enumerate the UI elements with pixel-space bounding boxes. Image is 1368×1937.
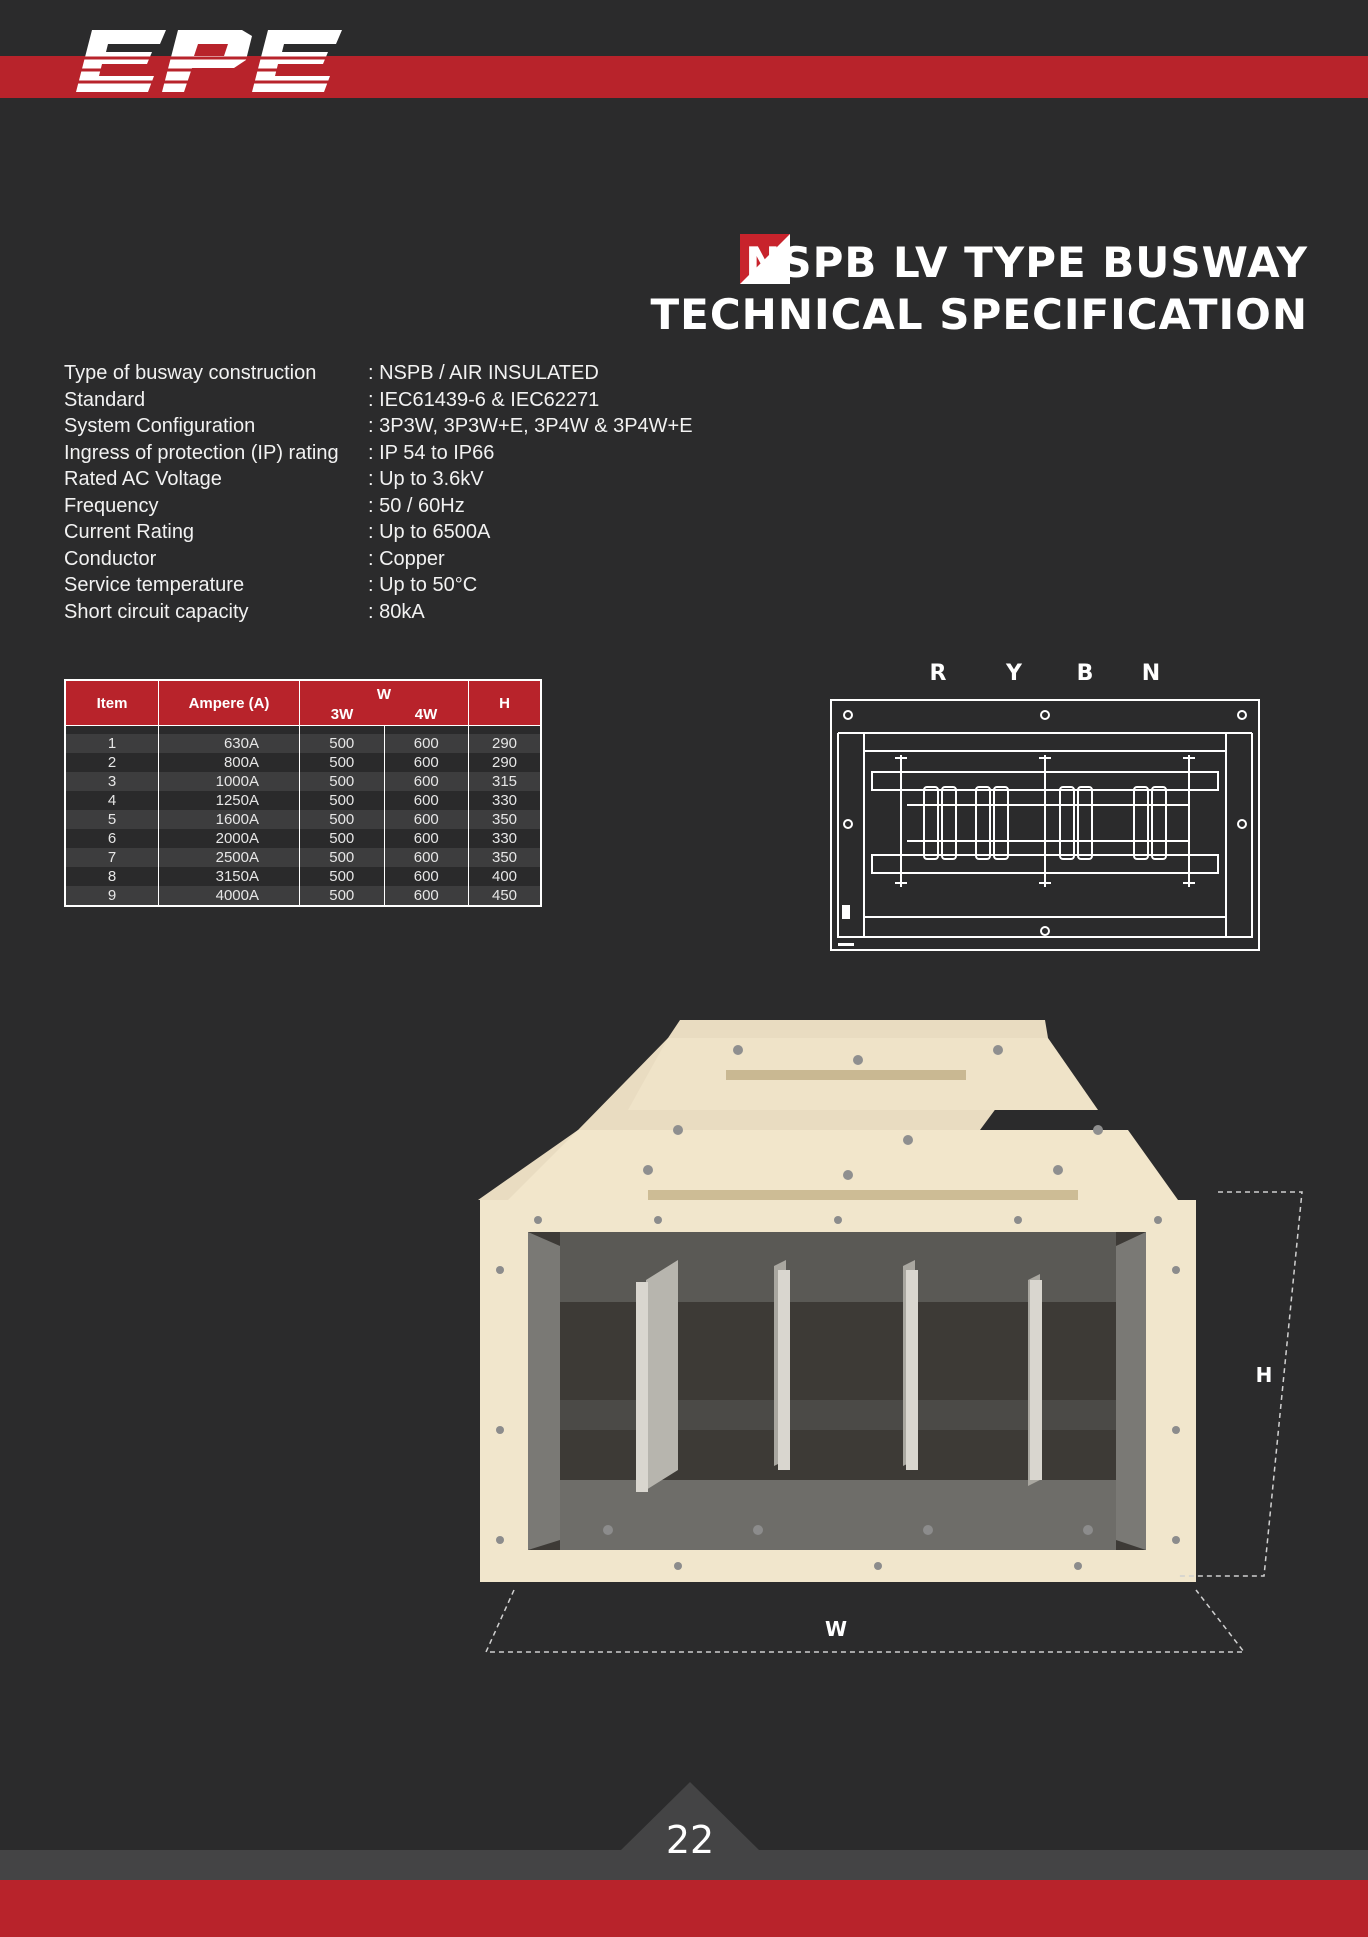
table-row	[65, 753, 541, 772]
cell-4w: 600	[384, 734, 469, 753]
spec-value: : Up to 3.6kV	[368, 468, 484, 490]
spec-row	[64, 519, 693, 546]
cell-item: 8	[65, 867, 159, 886]
page-title: NSPB LV TYPE BUSWAY	[745, 238, 1308, 287]
cell-4w: 600	[384, 829, 469, 848]
cell-3w: 500	[300, 886, 385, 906]
cell-ampere: 1600A	[159, 810, 300, 829]
cell-3w: 500	[300, 791, 385, 810]
cell-4w: 600	[384, 772, 469, 791]
phase-label-r: R	[929, 661, 947, 686]
table-row	[65, 848, 541, 867]
cell-3w: 500	[300, 867, 385, 886]
cell-3w: 500	[300, 810, 385, 829]
spec-label: Service temperature	[64, 574, 245, 596]
cell-4w: 600	[384, 791, 469, 810]
spec-label: Ingress of protection (IP) rating	[64, 441, 339, 464]
cell-ampere: 2000A	[159, 829, 300, 848]
cell-h: 450	[469, 886, 542, 906]
spec-label: System Configuration	[64, 415, 256, 437]
spec-value: : NSPB / AIR INSULATED	[368, 362, 599, 384]
cell-4w: 600	[384, 867, 469, 886]
page-number: 22	[665, 1818, 715, 1862]
table-row	[65, 772, 541, 791]
cell-3w: 500	[300, 734, 385, 753]
phase-label-y: Y	[1006, 661, 1022, 686]
cell-3w: 500	[300, 772, 385, 791]
cell-4w: 600	[384, 848, 469, 867]
cell-4w: 600	[384, 810, 469, 829]
col-header-4w: 4W	[384, 703, 469, 726]
spec-value: : 3P3W, 3P3W+E, 3P4W & 3P4W+E	[368, 415, 693, 437]
spec-value: : Up to 50°C	[368, 574, 478, 596]
spec-row	[64, 546, 693, 573]
spec-row	[64, 413, 693, 440]
cell-h: 330	[469, 829, 542, 848]
spec-value: : IEC61439-6 & IEC62271	[368, 388, 600, 411]
cell-ampere: 4000A	[159, 886, 300, 906]
cell-item: 7	[65, 848, 159, 867]
cell-h: 350	[469, 848, 542, 867]
table-row	[65, 886, 541, 906]
table-row	[65, 867, 541, 886]
cell-3w: 500	[300, 753, 385, 772]
cell-ampere: 800A	[159, 753, 300, 772]
cell-3w: 500	[300, 848, 385, 867]
table-row	[65, 810, 541, 829]
epe-logo	[74, 22, 344, 108]
spec-row	[64, 572, 693, 599]
cell-h: 400	[469, 867, 542, 886]
table-row	[65, 734, 541, 753]
spec-row	[64, 466, 693, 493]
spec-label: Current Rating	[64, 521, 195, 543]
spec-value: : IP 54 to IP66	[368, 441, 495, 464]
cell-ampere: 2500A	[159, 848, 300, 867]
spec-label: Conductor	[64, 547, 157, 570]
cell-h: 315	[469, 772, 542, 791]
cell-item: 1	[65, 734, 159, 753]
page-subtitle: TECHNICAL SPECIFICATION	[650, 290, 1308, 339]
cell-4w: 600	[384, 886, 469, 906]
spec-label: Standard	[64, 388, 146, 411]
cell-ampere: 630A	[159, 734, 300, 753]
table-row	[65, 829, 541, 848]
cell-h: 350	[469, 810, 542, 829]
spec-value: : 80kA	[368, 600, 425, 623]
cell-4w: 600	[384, 753, 469, 772]
phase-label-b: B	[1076, 661, 1094, 686]
spec-row	[64, 360, 693, 387]
spec-list	[64, 360, 693, 625]
spec-label: Type of busway construction	[64, 362, 317, 384]
rating-table	[64, 679, 542, 907]
cell-item: 2	[65, 753, 159, 772]
col-header-h: H	[469, 680, 542, 726]
cell-3w: 500	[300, 829, 385, 848]
spec-value: : 50 / 60Hz	[368, 494, 465, 517]
col-header-w: W	[300, 680, 469, 703]
cell-item: 6	[65, 829, 159, 848]
footer-red-band	[0, 1880, 1368, 1937]
cell-ampere: 3150A	[159, 867, 300, 886]
col-header-item: Item	[65, 680, 159, 726]
spec-row	[64, 493, 693, 520]
cell-h: 290	[469, 753, 542, 772]
spec-label: Rated AC Voltage	[64, 468, 222, 490]
col-header-3w: 3W	[300, 703, 385, 726]
cell-ampere: 1250A	[159, 791, 300, 810]
cell-item: 3	[65, 772, 159, 791]
cell-h: 330	[469, 791, 542, 810]
col-header-ampere: Ampere (A)	[159, 680, 300, 726]
cell-h: 290	[469, 734, 542, 753]
cell-item: 5	[65, 810, 159, 829]
spec-value: : Up to 6500A	[368, 521, 491, 543]
table-row	[65, 791, 541, 810]
spec-row	[64, 387, 693, 414]
dimension-label-w: W	[824, 1617, 848, 1641]
spec-label: Frequency	[64, 494, 159, 517]
busway-illustration	[478, 1010, 1318, 1660]
cell-ampere: 1000A	[159, 772, 300, 791]
cell-item: 4	[65, 791, 159, 810]
spec-label: Short circuit capacity	[64, 600, 249, 623]
cross-section-diagram	[828, 655, 1262, 955]
spec-row	[64, 599, 693, 626]
phase-label-n: N	[1141, 661, 1161, 686]
cell-item: 9	[65, 886, 159, 906]
spec-value: : Copper	[368, 547, 445, 570]
spec-row	[64, 440, 693, 467]
dimension-label-h: H	[1255, 1363, 1273, 1387]
